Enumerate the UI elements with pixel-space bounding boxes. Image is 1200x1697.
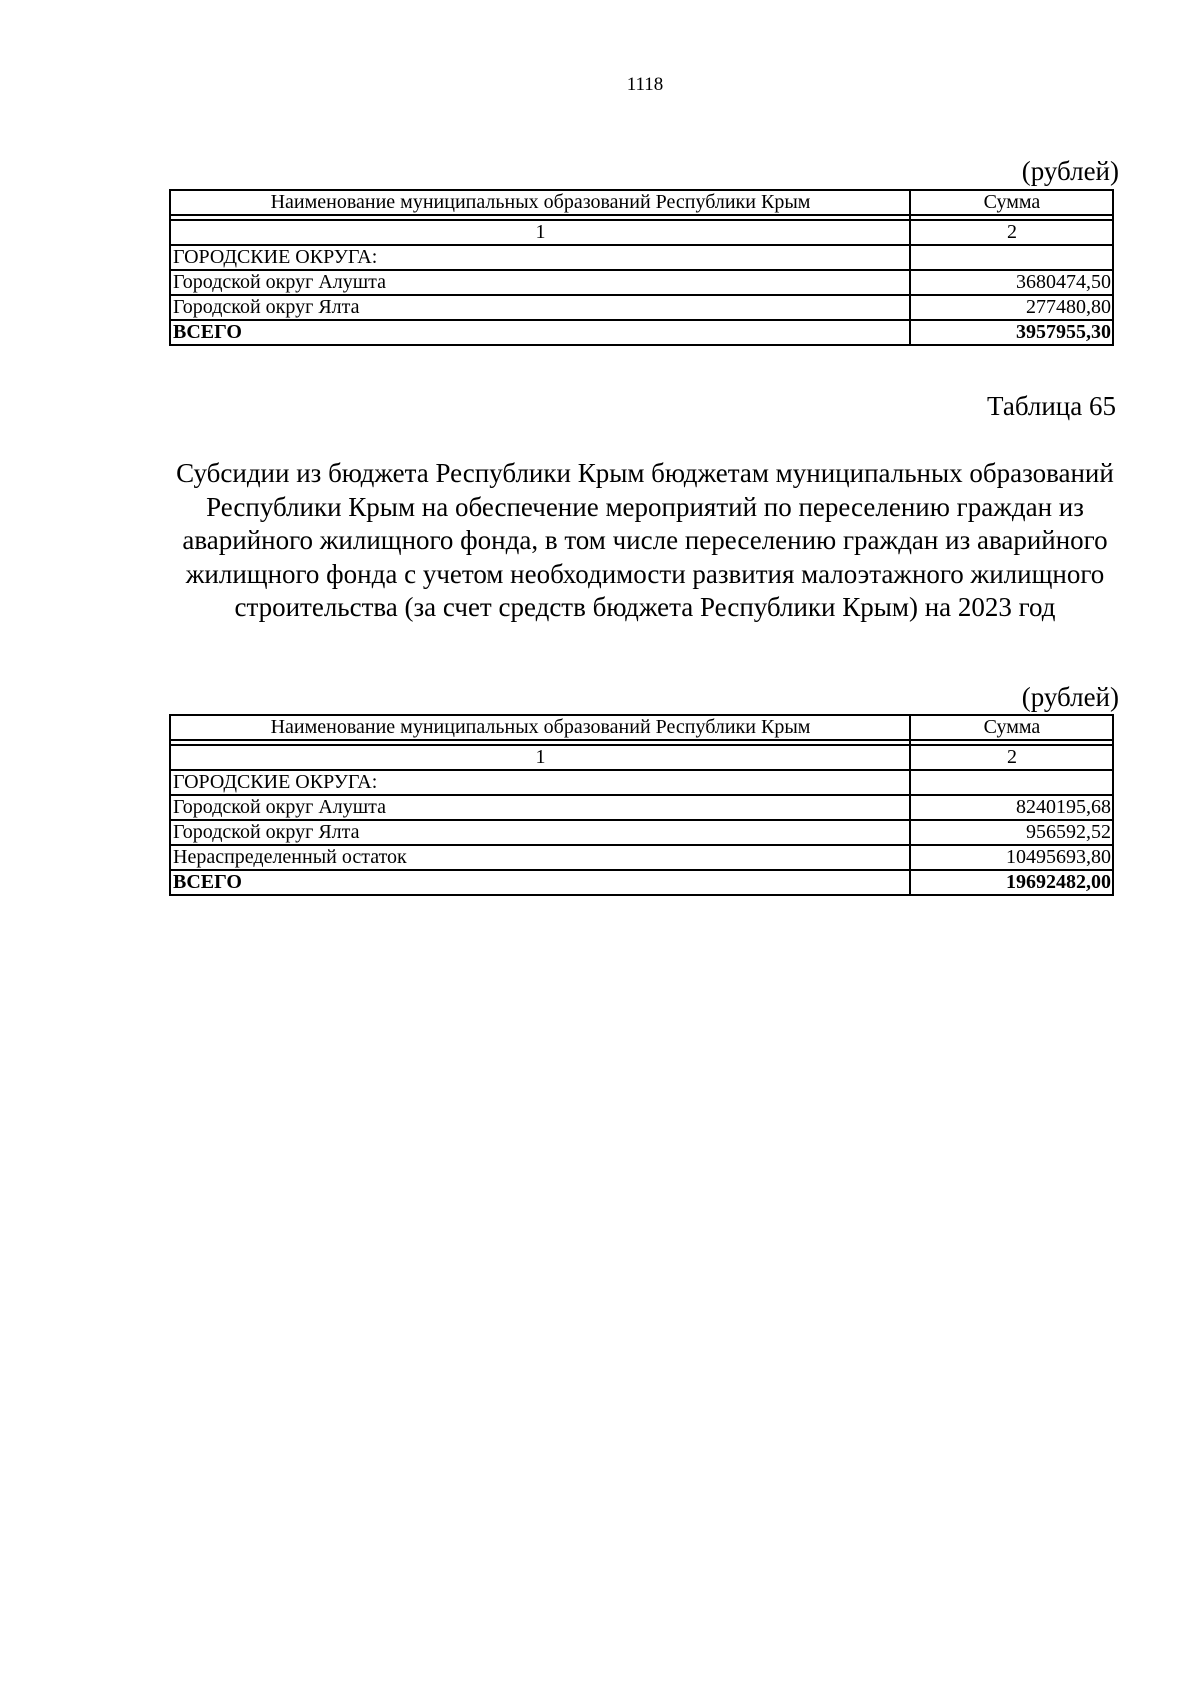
column-number-name: 1 <box>170 220 910 245</box>
total-sum: 3957955,30 <box>910 320 1113 345</box>
total-name: ВСЕГО <box>170 320 910 345</box>
total-row <box>170 320 1113 345</box>
table-header-row <box>170 190 1113 215</box>
table-row <box>170 295 1113 320</box>
column-number-sum: 2 <box>910 220 1113 245</box>
row-sum: 8240195,68 <box>910 795 1113 820</box>
page-number: 1118 <box>626 74 664 95</box>
table-row <box>170 845 1113 870</box>
row-name: Городской округ Алушта <box>170 795 910 820</box>
table-row <box>170 820 1113 845</box>
table-label: Таблица 65 <box>987 391 1116 421</box>
column-number-sum: 2 <box>910 745 1113 770</box>
row-name: Городской округ Ялта <box>170 295 910 320</box>
table-row <box>170 795 1113 820</box>
units-label: (рублей) <box>1021 682 1119 712</box>
column-number-name: 1 <box>170 745 910 770</box>
row-sum <box>910 770 1113 795</box>
row-sum: 277480,80 <box>910 295 1113 320</box>
row-name: Нераспределенный остаток <box>170 845 910 870</box>
header-name: Наименование муниципальных образований Республики Крым <box>170 190 910 215</box>
row-name: Городской округ Алушта <box>170 270 910 295</box>
header-sum: Сумма <box>910 715 1113 740</box>
table-header-row <box>170 715 1113 740</box>
table-row <box>170 270 1113 295</box>
row-name: ГОРОДСКИЕ ОКРУГА: <box>170 770 910 795</box>
column-number-row <box>170 220 1113 245</box>
header-name: Наименование муниципальных образований Республики Крым <box>170 715 910 740</box>
units-label: (рублей) <box>1021 156 1119 186</box>
header-sum: Сумма <box>910 190 1113 215</box>
row-name: Городской округ Ялта <box>170 820 910 845</box>
total-row <box>170 870 1113 895</box>
row-sum: 3680474,50 <box>910 270 1113 295</box>
row-sum: 10495693,80 <box>910 845 1113 870</box>
row-sum: 956592,52 <box>910 820 1113 845</box>
subsidy-table-65 <box>169 714 1114 896</box>
column-number-row <box>170 745 1113 770</box>
table-title: Субсидии из бюджета Республики Крым бюджетам муниципальных образований Республики Крым на обеспечение мероприятий по переселению граждан из аварийного жилищного фонда, в том числе переселению граждан из аварийного жилищного фонда с учетом необходимости развития малоэтажного жилищного строительства (за счет средств бюджета Республики Крым) на 2023 год <box>176 458 1114 622</box>
subsidy-table-continued <box>169 189 1114 346</box>
total-name: ВСЕГО <box>170 870 910 895</box>
row-name: ГОРОДСКИЕ ОКРУГА: <box>170 245 910 270</box>
total-sum: 19692482,00 <box>910 870 1113 895</box>
row-sum <box>910 245 1113 270</box>
table-row <box>170 245 1113 270</box>
table-row <box>170 770 1113 795</box>
